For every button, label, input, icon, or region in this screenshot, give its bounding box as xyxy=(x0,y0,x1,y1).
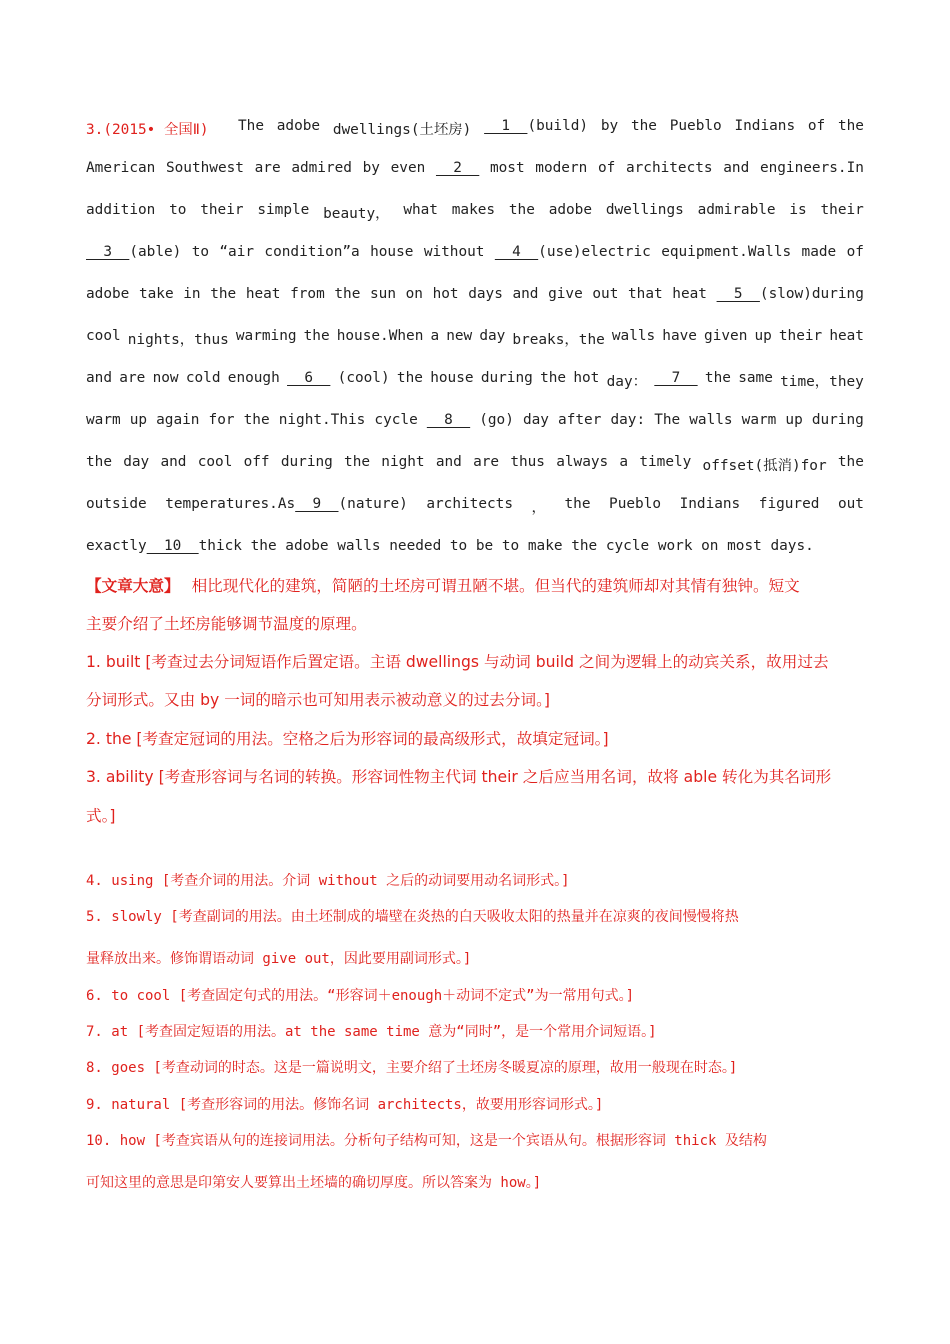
passage-word: architects xyxy=(426,496,513,512)
passage-word: cool xyxy=(86,328,121,344)
passage-word: what xyxy=(403,202,438,218)
passage-line-3 xyxy=(86,202,864,223)
answer-10-line-2: 可知这里的意思是印第安人要算出土坯墙的确切厚度。所以答案为 how。] xyxy=(86,1175,542,1191)
passage-word: 5 (slow)during xyxy=(716,286,864,302)
passage-word: heat xyxy=(672,286,707,302)
passage-word: the xyxy=(837,118,864,134)
passage-word: outside xyxy=(86,496,147,512)
passage-word: the xyxy=(704,370,731,386)
answer-5-line-2: 量释放出来。修饰谓语动词 give out，因此要用副词形式。] xyxy=(86,951,472,967)
passage-word: the xyxy=(344,454,371,470)
passage-word: The xyxy=(238,118,264,134)
passage-word: of xyxy=(846,244,864,260)
passage-word xyxy=(287,370,330,391)
passage-word: are xyxy=(473,454,500,470)
passage-word: walls xyxy=(611,328,656,344)
passage-word: the xyxy=(630,118,657,134)
passage-word: day xyxy=(522,412,549,428)
passage-word xyxy=(427,412,470,428)
passage-word: Pueblo xyxy=(669,118,722,134)
passage-word: of xyxy=(597,160,616,176)
passage-word: 1 (build) xyxy=(484,118,589,134)
passage-word: enough xyxy=(227,370,280,386)
passage-word: after xyxy=(558,412,602,428)
passage-word: admirable xyxy=(697,202,776,218)
passage-word: dwellings(土坯房) xyxy=(332,122,472,138)
passage-word: Southwest xyxy=(165,160,244,176)
passage-word: have xyxy=(662,328,697,344)
answer-4-line-1: 4. using [考查介词的用法。介词 without 之后的动词要用动名词形式。] xyxy=(86,873,570,889)
passage-word: The xyxy=(654,412,681,428)
answer-3-line-1: 3. ability [考查形容词与名词的转换。形容词性物主代词 their 之后应当用名词，故将 able 转化为其名词形 xyxy=(86,768,832,786)
passage-word: the xyxy=(303,328,330,344)
passage-word: same xyxy=(738,370,773,386)
passage-word: even xyxy=(390,160,426,176)
passage-word: and xyxy=(723,160,750,176)
passage-word: during xyxy=(480,370,533,386)
passage-word: equipment.Walls xyxy=(661,244,792,260)
passage-word: the xyxy=(508,202,535,218)
passage-word: night.This xyxy=(278,412,366,428)
passage-word: Pueblo xyxy=(609,496,662,512)
blank-7: 7 xyxy=(654,370,698,386)
passage-line-2 xyxy=(86,160,864,176)
passage-word: day xyxy=(479,328,506,344)
answer-7-line-1: 7. at [考查固定短语的用法。at the same time 意为“同时”，是一个常用介词短语。] xyxy=(86,1024,657,1040)
passage-word: without xyxy=(423,244,485,260)
passage-word: adobe xyxy=(86,286,130,302)
passage-word: dwellings xyxy=(605,202,684,218)
passage-word: cool xyxy=(197,454,233,470)
answer-10-line-1: 10. how [考查宾语从句的连接词用法。分析句子结构可知，这是一个宾语从句。根据形容词 thick 及结构 xyxy=(86,1133,767,1149)
passage-word: are xyxy=(254,160,281,176)
passage-word: adobe xyxy=(276,118,321,134)
passage-line-6 xyxy=(86,328,864,349)
blank-2: 2 xyxy=(435,160,480,176)
passage-word: sun xyxy=(370,286,396,302)
passage-word: new xyxy=(446,328,473,344)
passage-word: cold xyxy=(185,370,221,386)
answer-2-line-1: 2. the [考查定冠词的用法。空格之后为形容词的最高级形式，故填定冠词。] xyxy=(86,730,609,748)
passage-word: now xyxy=(152,370,179,386)
answer-9-line-1: 9. natural [考查形容词的用法。修饰名词 architects，故要用形容词形式。] xyxy=(86,1097,604,1113)
passage-word: off xyxy=(243,454,270,470)
passage-word: a xyxy=(430,328,440,344)
passage-word: warming xyxy=(235,328,297,344)
passage-word xyxy=(436,160,479,176)
passage-word: the xyxy=(86,454,112,470)
passage-word: Indians xyxy=(679,496,741,512)
passage-word: their xyxy=(200,202,244,218)
passage-word: engineers.In xyxy=(759,160,864,176)
passage-word: up xyxy=(129,412,148,428)
passage-word: in xyxy=(183,286,201,302)
passage-word: architects xyxy=(625,160,713,176)
passage-word: on xyxy=(405,286,423,302)
blank-6: 6 xyxy=(287,370,331,386)
passage-word: the xyxy=(396,370,423,386)
passage-word: day： xyxy=(606,374,648,390)
answer-8-line-1: 8. goes [考查动词的时态。这是一篇说明文，主要介绍了土坯房冬暖夏凉的原理，故用一般现在时态。] xyxy=(86,1060,738,1076)
passage-word: up xyxy=(754,328,772,344)
passage-word: modern xyxy=(535,160,588,176)
passage-word: breaks，the xyxy=(512,332,605,348)
blank-3: 3 xyxy=(86,244,130,260)
passage-word: by xyxy=(600,118,619,134)
passage-word: during xyxy=(811,412,864,428)
passage-word: a xyxy=(619,454,629,470)
passage-word: that xyxy=(628,286,663,302)
passage-word: and xyxy=(86,370,112,386)
answer-5-line-1: 5. slowly [考查副词的用法。由土坯制成的墙壁在炎热的白天吸收太阳的热量并在凉爽的夜间慢慢将热 xyxy=(86,909,739,925)
passage-word: (go) xyxy=(479,412,514,428)
passage-word: their xyxy=(820,202,864,218)
summary-line-2: 主要介绍了土坯房能够调节温度的原理。 xyxy=(86,615,367,633)
passage-word: heat xyxy=(245,286,281,302)
passage-word xyxy=(654,370,697,391)
passage-word: to xyxy=(191,244,210,260)
passage-line-10 xyxy=(86,496,864,517)
blank-1: 1 xyxy=(484,118,528,134)
blank-4: 4 xyxy=(494,244,539,260)
summary-label: 【文章大意】 xyxy=(86,577,180,595)
passage-word: addition xyxy=(86,202,156,218)
passage-word: temperatures.As 9 (nature) xyxy=(165,496,408,512)
passage-word: figured xyxy=(758,496,820,512)
passage-word: of xyxy=(807,118,826,134)
passage-word: the xyxy=(243,412,270,428)
passage-word: up xyxy=(785,412,803,428)
passage-line-7 xyxy=(86,370,864,391)
passage-word: the xyxy=(334,286,361,302)
passage-word: the xyxy=(564,496,591,512)
passage-word: “air xyxy=(219,244,255,260)
passage-word: given xyxy=(704,328,748,344)
blank-5: 5 xyxy=(716,286,760,302)
passage-word: (cool) xyxy=(337,370,390,386)
passage-word: time，they xyxy=(780,374,864,390)
passage-word: walls xyxy=(689,412,733,428)
question-source: (2015• 全国Ⅱ) xyxy=(103,122,209,138)
passage-word: again xyxy=(156,412,200,428)
passage-line-11 xyxy=(86,538,864,554)
passage-word: cycle xyxy=(374,412,418,428)
passage-word: for xyxy=(208,412,235,428)
passage-line-5 xyxy=(86,286,864,302)
passage-word: made xyxy=(801,244,837,260)
answer-1-line-1: 1. built [考查过去分词短语作后置定语。主语 dwellings 与动词 build 之间为逻辑上的动宾关系，故用过去 xyxy=(86,653,829,671)
passage-word: warm xyxy=(86,412,121,428)
passage-line-1-words xyxy=(238,118,864,139)
passage-line-9 xyxy=(86,454,864,475)
passage-word: during xyxy=(280,454,333,470)
passage-word: 4 (use)electric xyxy=(494,244,651,260)
passage-word: 3 (able) xyxy=(86,244,182,260)
question-number: 3. xyxy=(86,122,104,138)
passage-word: always xyxy=(556,454,609,470)
passage-word: exactly 10 thick the adobe walls needed to be to make the cycle work on most days. xyxy=(86,538,814,554)
passage-word: out xyxy=(837,496,864,512)
passage-word: days xyxy=(468,286,503,302)
passage-word: and xyxy=(435,454,462,470)
passage-word: American xyxy=(86,160,156,176)
passage-word: their xyxy=(778,328,823,344)
passage-word: hot xyxy=(432,286,459,302)
passage-word: admired xyxy=(291,160,352,176)
passage-word: adobe xyxy=(548,202,593,218)
passage-word: Indians xyxy=(734,118,796,134)
passage-word: house xyxy=(370,244,414,260)
passage-word: thus xyxy=(510,454,545,470)
passage-word: and xyxy=(160,454,187,470)
passage-word: offset(抵消)for xyxy=(702,458,827,474)
passage-word: night xyxy=(381,454,425,470)
passage-word: hot xyxy=(573,370,600,386)
passage-word: day xyxy=(123,454,150,470)
summary-line-1 xyxy=(86,574,864,596)
passage-word: is xyxy=(789,202,807,218)
passage-word: house xyxy=(430,370,474,386)
passage-word: day: xyxy=(610,412,646,428)
blank-9: 9 xyxy=(295,496,339,512)
passage-word: the xyxy=(837,454,864,470)
passage-word: out xyxy=(592,286,619,302)
passage-word: by xyxy=(362,160,380,176)
summary-text-1: 相比现代化的建筑，简陋的土坯房可谓丑陋不堪。但当代的建筑师却对其情有独钟。短文 xyxy=(191,577,800,595)
passage-line-4 xyxy=(86,244,864,260)
answer-6-line-1: 6. to cool [考查固定句式的用法。“形容词＋enough＋动词不定式”为一常用句式。] xyxy=(86,988,635,1004)
passage-word: to xyxy=(169,202,187,218)
passage-word: beauty， xyxy=(323,206,390,222)
passage-word: take xyxy=(138,286,174,302)
answer-1-line-2: 分词形式。又由 by 一词的暗示也可知用表示被动意义的过去分词。] xyxy=(86,691,550,709)
passage-word: heat xyxy=(829,328,864,344)
passage-word: timely xyxy=(639,454,692,470)
passage-word: simple xyxy=(257,202,310,218)
blank-10: 10 xyxy=(146,538,199,554)
passage-word: most xyxy=(489,160,525,176)
passage-word: nights，thus xyxy=(127,332,229,348)
passage-word: makes xyxy=(451,202,496,218)
passage-word: warm xyxy=(741,412,777,428)
passage-word: the xyxy=(210,286,237,302)
answer-3-line-2: 式。] xyxy=(86,807,116,825)
passage-word: are xyxy=(119,370,146,386)
passage-word: house.When xyxy=(336,328,424,344)
blank-8: 8 xyxy=(426,412,471,428)
passage-line-8 xyxy=(86,412,864,428)
passage-word: condition”a xyxy=(264,244,360,260)
passage-word: from xyxy=(290,286,325,302)
passage-word: and xyxy=(512,286,539,302)
passage-word: ， xyxy=(531,500,546,516)
passage-word: the xyxy=(540,370,567,386)
passage-word: give xyxy=(548,286,583,302)
